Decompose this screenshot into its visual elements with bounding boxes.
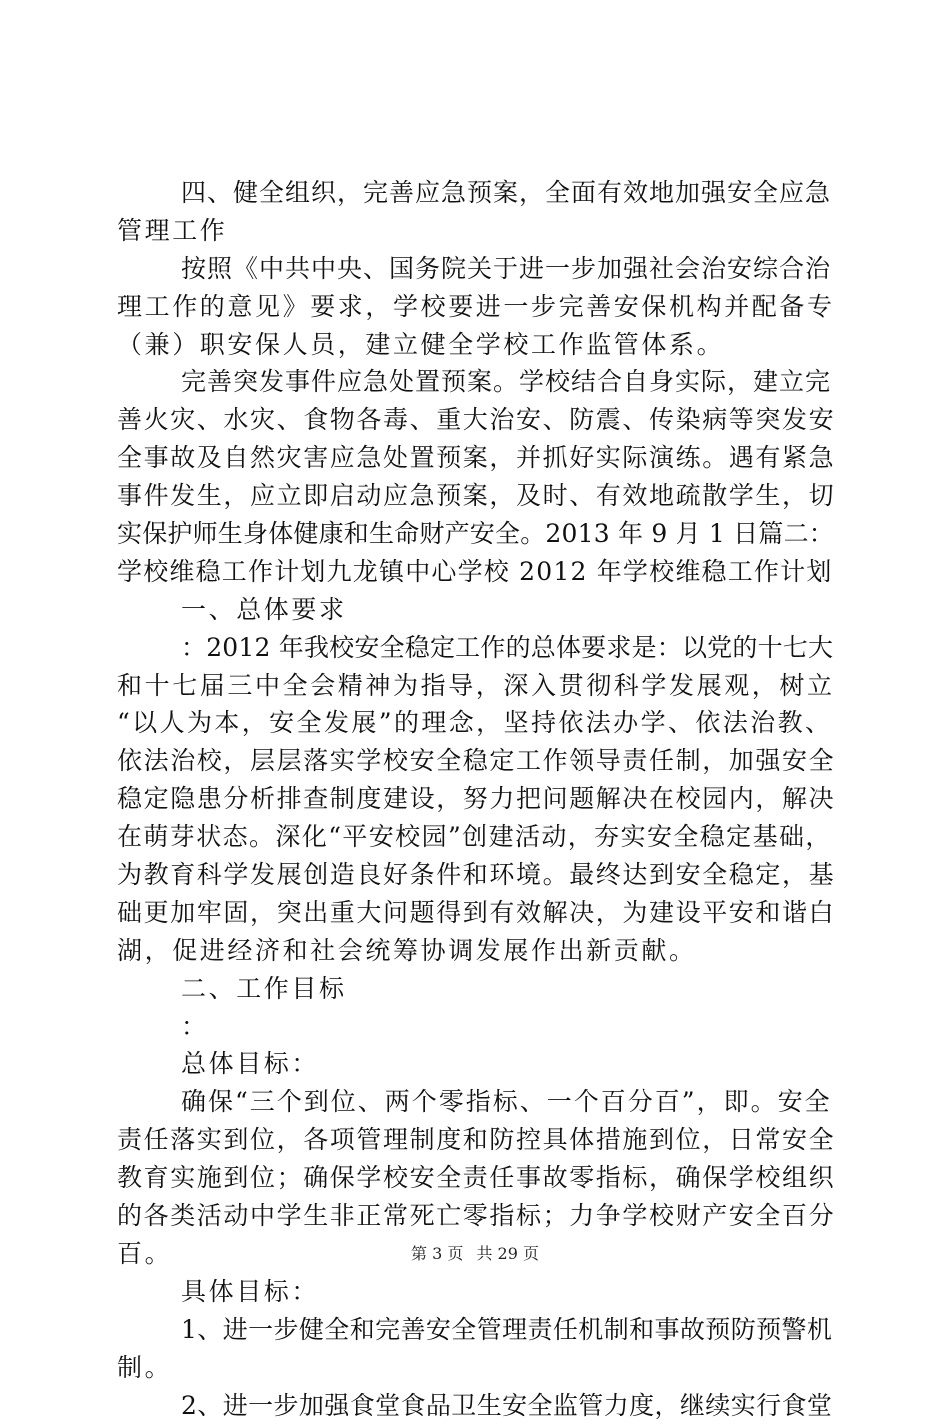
text-line: 完善突发事件应急处置预案。学校结合自身实际，建立完 (117, 363, 835, 401)
text-line: ： (117, 1008, 835, 1046)
text-line: 和十七届三中全会精神为指导，深入贯彻科学发展观，树立 (117, 667, 835, 705)
document-body (117, 174, 835, 1424)
text-line: 事件发生，应立即启动应急预案，及时、有效地疏散学生，切 (117, 477, 835, 515)
text-line: 管理工作 (117, 212, 835, 250)
text-line: 在萌芽状态。深化“平安校园”创建活动，夯实安全稳定基础， (117, 818, 835, 856)
text-line: 按照《中共中央、国务院关于进一步加强社会治安综合治 (117, 250, 835, 288)
page-number: 第 3 页 (411, 1244, 463, 1263)
text-line: 责任落实到位，各项管理制度和防控具体措施到位，日常安全 (117, 1121, 835, 1159)
text-line: 具体目标： (117, 1273, 835, 1311)
text-line: 确保“三个到位、两个零指标、一个百分百”，即。安全 (117, 1083, 835, 1121)
text-line: ：2012 年我校安全稳定工作的总体要求是：以党的十七大 (117, 629, 835, 667)
text-line: 一、总体要求 (117, 591, 835, 629)
text-line: 理工作的意见》要求，学校要进一步完善安保机构并配备专 (117, 288, 835, 326)
text-line: 为教育科学发展创造良好条件和环境。最终达到安全稳定，基 (117, 856, 835, 894)
text-line: 百。 (117, 1235, 835, 1273)
text-line: 教育实施到位；确保学校安全责任事故零指标，确保学校组织 (117, 1159, 835, 1197)
text-line: 稳定隐患分析排查制度建设，努力把问题解决在校园内，解决 (117, 780, 835, 818)
text-line: “以人为本，安全发展”的理念，坚持依法办学、依法治教、 (117, 704, 835, 742)
text-line: 实保护师生身体健康和生命财产安全。2013 年 9 月 1 日篇二： (117, 515, 835, 553)
text-line: 2、进一步加强食堂食品卫生安全监管力度，继续实行食堂 (117, 1387, 835, 1424)
text-line: 全事故及自然灾害应急处置预案，并抓好实际演练。遇有紧急 (117, 439, 835, 477)
page-footer (0, 1244, 950, 1264)
text-line: 础更加牢固，突出重大问题得到有效解决，为建设平安和谐白 (117, 894, 835, 932)
text-line: 总体目标： (117, 1045, 835, 1083)
text-line: 制。 (117, 1349, 835, 1387)
page-total: 共 29 页 (476, 1244, 539, 1263)
text-line: （兼）职安保人员，建立健全学校工作监管体系。 (117, 326, 835, 364)
text-line: 学校维稳工作计划九龙镇中心学校 2012 年学校维稳工作计划 (117, 553, 835, 591)
text-line: 湖，促进经济和社会统筹协调发展作出新贡献。 (117, 932, 835, 970)
text-line: 的各类活动中学生非正常死亡零指标；力争学校财产安全百分 (117, 1197, 835, 1235)
text-line: 二、工作目标 (117, 970, 835, 1008)
text-line: 善火灾、水灾、食物各毒、重大治安、防震、传染病等突发安 (117, 401, 835, 439)
text-line: 四、健全组织，完善应急预案，全面有效地加强安全应急 (117, 174, 835, 212)
text-line: 依法治校，层层落实学校安全稳定工作领导责任制，加强安全 (117, 742, 835, 780)
text-line: 1、进一步健全和完善安全管理责任机制和事故预防预警机 (117, 1311, 835, 1349)
